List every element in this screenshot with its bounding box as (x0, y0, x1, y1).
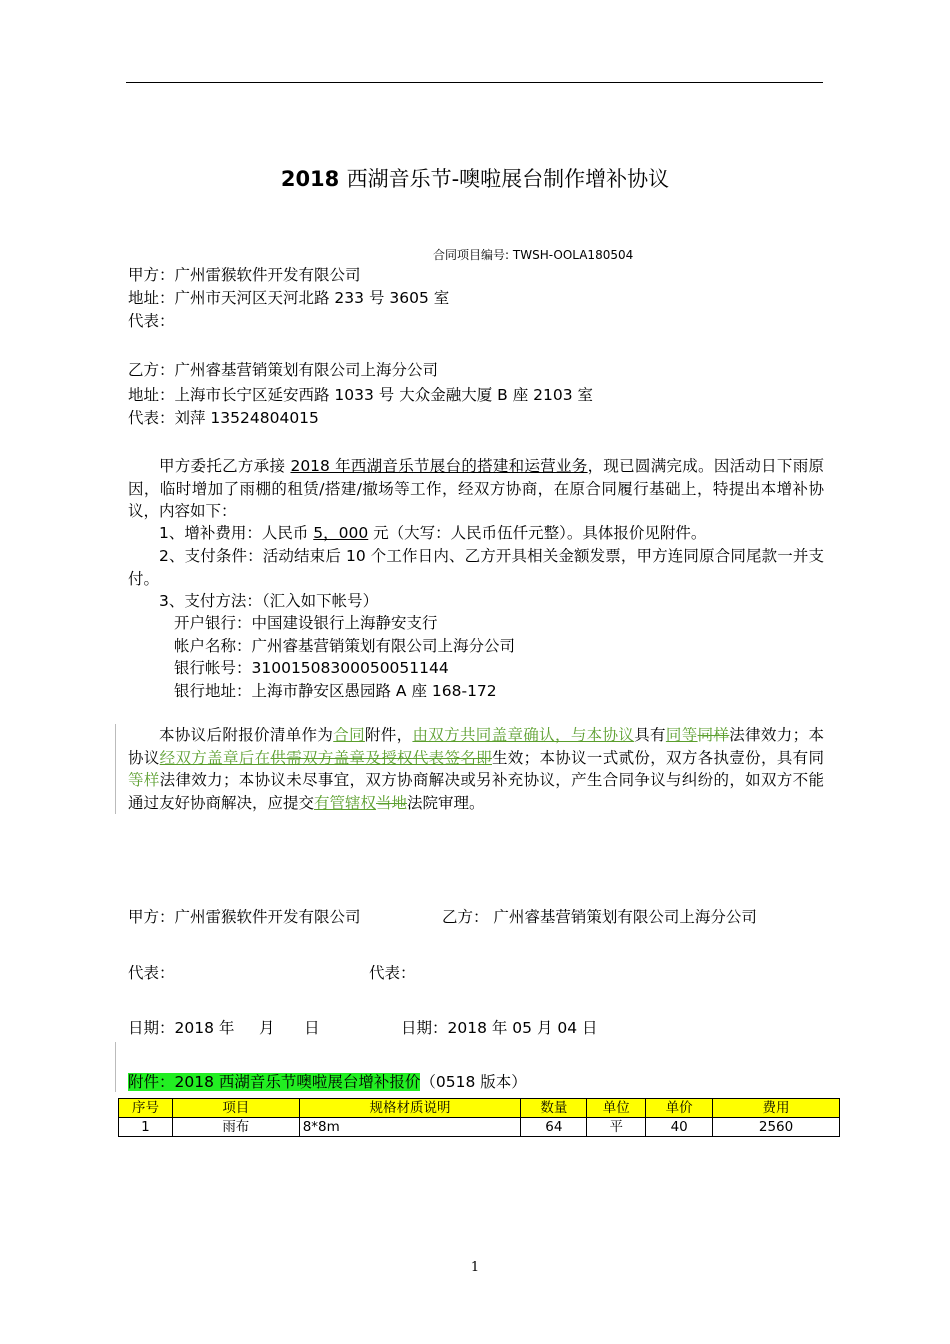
table-cell: 平 (587, 1118, 646, 1137)
table-cell: 雨布 (172, 1118, 299, 1137)
change-bar (115, 724, 116, 814)
signature-date-a: 日期：2018 年 月 日 (128, 1019, 320, 1037)
account-number: 银行帐号：31001508300050051144 (174, 659, 449, 677)
table-cell: 64 (521, 1118, 587, 1137)
tracked-insertion: 经双方盖章后在 (159, 748, 271, 767)
account-name: 帐户名称：广州睿基营销策划有限公司上海分公司 (174, 637, 516, 655)
clause-1: 1、增补费用：人民币 5，000 元（大写：人民币伍仟元整）。具体报价见附件。 (159, 524, 707, 542)
table-cell: 8*8m (299, 1118, 521, 1137)
attachment-title: 附件：2018 西湖音乐节噢啦展台增补报价（0518 版本） (128, 1073, 527, 1091)
column-header: 数量 (521, 1099, 587, 1118)
column-header: 项目 (172, 1099, 299, 1118)
column-header: 序号 (119, 1099, 173, 1118)
tracked-change: 等样 (128, 771, 160, 789)
quote-table (118, 1098, 840, 1137)
clause-2: 2、支付条件：活动结束后 10 个工作日内、乙方开具相关金额发票，甲方连同原合同尾款一并支付。 (128, 547, 824, 588)
signature-party-b: 乙方： 广州睿基营销策划有限公司上海分公司 (442, 908, 757, 926)
column-header: 费用 (713, 1099, 840, 1118)
signature-party-a: 甲方：广州雷猴软件开发有限公司 (128, 908, 361, 926)
contract-number: 合同项目编号: TWSH-OOLA180504 (433, 248, 634, 262)
tracked-insertion: 合同 (333, 726, 365, 744)
tracked-deletion: 同样 (697, 726, 730, 744)
change-bar (115, 1042, 116, 1092)
intro-paragraph: 甲方委托乙方承接 2018 年西湖音乐节展台的搭建和运营业务，现已圆满完成。因活动日下雨原因，临时增加了雨棚的租赁/搭建/撤场等工作，经双方协商，在原合同履行基础上，特提出本增补协议，内容如下： (128, 457, 824, 520)
column-header: 单位 (587, 1099, 646, 1118)
tracked-deletion: 当地 (376, 793, 408, 812)
signature-rep-b: 代表： (369, 964, 416, 982)
bank-name: 开户银行：中国建设银行上海静安支行 (174, 614, 438, 632)
party-a-name: 甲方：广州雷猴软件开发有限公司 (128, 266, 361, 284)
signature-rep-a: 代表： (128, 964, 175, 982)
document-title: 2018 西湖音乐节-噢啦展台制作增补协议 (280, 167, 670, 191)
tracked-insertion: 同等 (665, 726, 698, 744)
bank-address: 银行地址：上海市静安区愚园路 A 座 168-172 (174, 682, 497, 700)
party-b-name: 乙方：广州睿基营销策划有限公司上海分公司 (128, 361, 439, 379)
signature-date-b: 日期：2018 年 05 月 04 日 (401, 1019, 598, 1037)
table-cell: 40 (646, 1118, 713, 1137)
tracked-deletion: 供需双方盖章及授权代表签名即 (270, 748, 492, 767)
table-cell: 1 (119, 1118, 173, 1137)
party-a-address: 地址：广州市天河区天河北路 233 号 3605 室 (128, 289, 450, 307)
page-number: 1 (470, 1260, 480, 1275)
party-b-representative: 代表：刘萍 13524804015 (128, 409, 319, 427)
column-header: 规格材质说明 (299, 1099, 521, 1118)
party-a-representative: 代表： (128, 312, 175, 330)
party-b-address: 地址：上海市长宁区延安西路 1033 号 大众金融大厦 B 座 2103 室 (128, 386, 594, 404)
header-rule (126, 82, 823, 83)
table-row (119, 1118, 840, 1137)
terms-paragraph: 本协议后附报价清单作为合同附件，由双方共同盖章确认，与本协议具有同等同样法律效力；本协议经双方盖章后在供需双方盖章及授权代表签名即生效；本协议一式贰份，双方各执壹份，具有同等样法律效力；本协议未尽事宜，双方协商解决或另补充协议，产生合同争议与纠纷的，如双方不能通过友好协商解决，应提交有管辖权当地法院审理。 (128, 726, 824, 812)
table-cell: 2560 (713, 1118, 840, 1137)
column-header: 单价 (646, 1099, 713, 1118)
tracked-insertion: 由双方共同盖章确认，与本协议 (412, 726, 635, 744)
clause-3: 3、支付方法：（汇入如下帐号） (159, 592, 379, 610)
tracked-insertion: 有管辖权 (314, 793, 377, 812)
table-header-row (119, 1099, 840, 1118)
